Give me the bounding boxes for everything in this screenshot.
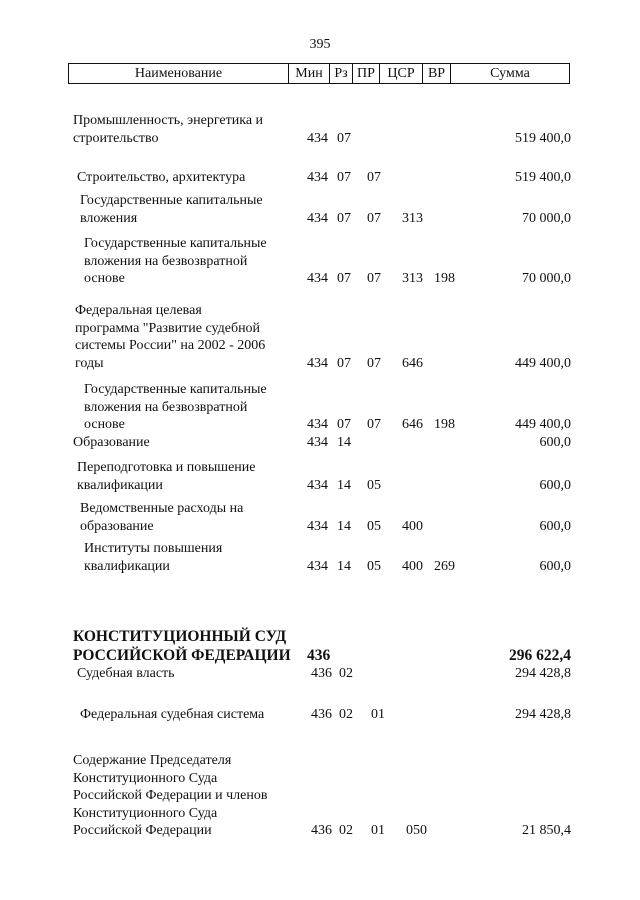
row-sum: 519 400,0	[515, 130, 571, 146]
row-sum: 296 622,4	[509, 647, 571, 664]
row-rz: 02	[339, 707, 353, 722]
row-csr: 313	[402, 210, 423, 226]
row-vr: 198	[434, 271, 455, 286]
row-sum: 294 428,8	[515, 707, 571, 722]
row-name: Судебная власть	[77, 666, 175, 681]
row-min: 434	[307, 271, 328, 286]
header-vr: ВР	[423, 64, 451, 83]
row-min: 434	[307, 417, 328, 432]
row-min: 434	[307, 210, 328, 226]
row-name: Ведомственные расходы на образование	[80, 501, 244, 534]
row-min: 436	[311, 823, 332, 838]
row-rz: 14	[337, 518, 351, 534]
row-min: 434	[307, 170, 328, 185]
row-rz: 07	[337, 130, 351, 146]
row-csr: 050	[406, 823, 427, 838]
row-vr: 269	[434, 558, 455, 574]
page-number: 395	[309, 37, 331, 52]
row-rz: 07	[337, 355, 351, 371]
row-min: 436	[311, 707, 332, 722]
row-sum: 600,0	[539, 518, 571, 534]
row-pr: 05	[367, 558, 381, 574]
row-min: 434	[307, 435, 328, 450]
section-title: КОНСТИТУЦИОННЫЙ СУД РОССИЙСКОЙ ФЕДЕРАЦИИ	[73, 628, 291, 664]
table-header	[68, 63, 570, 84]
row-sum: 600,0	[539, 477, 571, 493]
row-sum: 519 400,0	[515, 170, 571, 185]
row-pr: 07	[367, 170, 381, 185]
header-sum: Сумма	[490, 65, 530, 81]
row-csr: 313	[402, 271, 423, 286]
row-name: Федеральная судебная система	[80, 707, 265, 722]
row-sum: 600,0	[539, 435, 571, 450]
row-rz: 07	[337, 271, 351, 286]
row-name: Федеральная целевая программа "Развитие судебной системы России" на 2002 - 2006 годы	[75, 303, 266, 371]
row-csr: 646	[402, 417, 423, 432]
header-min: Мин	[289, 64, 330, 83]
header-csr: ЦСР	[380, 64, 423, 83]
row-pr: 01	[371, 707, 385, 722]
row-sum: 294 428,8	[515, 666, 571, 681]
row-csr: 400	[402, 558, 423, 574]
row-vr: 198	[434, 417, 455, 432]
row-sum: 21 850,4	[522, 823, 571, 838]
row-name: Промышленность, энергетика и строительство	[73, 113, 264, 146]
row-pr: 07	[367, 417, 381, 432]
row-rz: 14	[337, 477, 351, 493]
row-pr: 05	[367, 477, 381, 493]
row-rz: 07	[337, 210, 351, 226]
row-sum: 449 400,0	[515, 417, 571, 432]
row-min: 434	[307, 558, 328, 574]
row-rz: 14	[337, 558, 351, 574]
row-pr: 01	[371, 823, 385, 838]
row-name: Содержание Председателя Конституционного Суда Российской Федерации и членов Конституционного Суда Российской Федерации	[73, 753, 268, 838]
row-min: 434	[307, 130, 328, 146]
row-csr: 646	[402, 355, 423, 371]
row-sum: 449 400,0	[515, 355, 571, 371]
row-name: Государственные капитальные вложения на безвозвратной основе	[84, 382, 267, 432]
row-sum: 70 000,0	[522, 210, 571, 226]
header-name: Наименование	[69, 64, 289, 83]
header-pr: ПР	[353, 64, 380, 83]
row-name: Государственные капитальные вложения на безвозвратной основе	[84, 236, 267, 286]
row-min: 434	[307, 355, 328, 371]
row-name: Институты повышения квалификации	[84, 541, 223, 574]
row-min: 434	[307, 518, 328, 534]
row-rz: 02	[339, 666, 353, 681]
row-name: Государственные капитальные вложения	[80, 193, 263, 226]
row-name: Образование	[73, 435, 150, 450]
row-name: Строительство, архитектура	[77, 170, 246, 185]
row-rz: 02	[339, 823, 353, 838]
row-pr: 05	[367, 518, 381, 534]
row-pr: 07	[367, 355, 381, 371]
row-pr: 07	[367, 271, 381, 286]
row-min: 436	[311, 666, 332, 681]
row-rz: 07	[337, 170, 351, 185]
row-rz: 07	[337, 417, 351, 432]
row-name: Переподготовка и повышение квалификации	[77, 460, 256, 493]
row-pr: 07	[367, 210, 381, 226]
row-min: 436	[307, 647, 331, 664]
row-sum: 600,0	[539, 558, 571, 574]
row-rz: 14	[337, 435, 351, 450]
row-min: 434	[307, 477, 328, 493]
header-rz: Рз	[330, 64, 353, 83]
row-sum: 70 000,0	[522, 271, 571, 286]
row-csr: 400	[402, 518, 423, 534]
